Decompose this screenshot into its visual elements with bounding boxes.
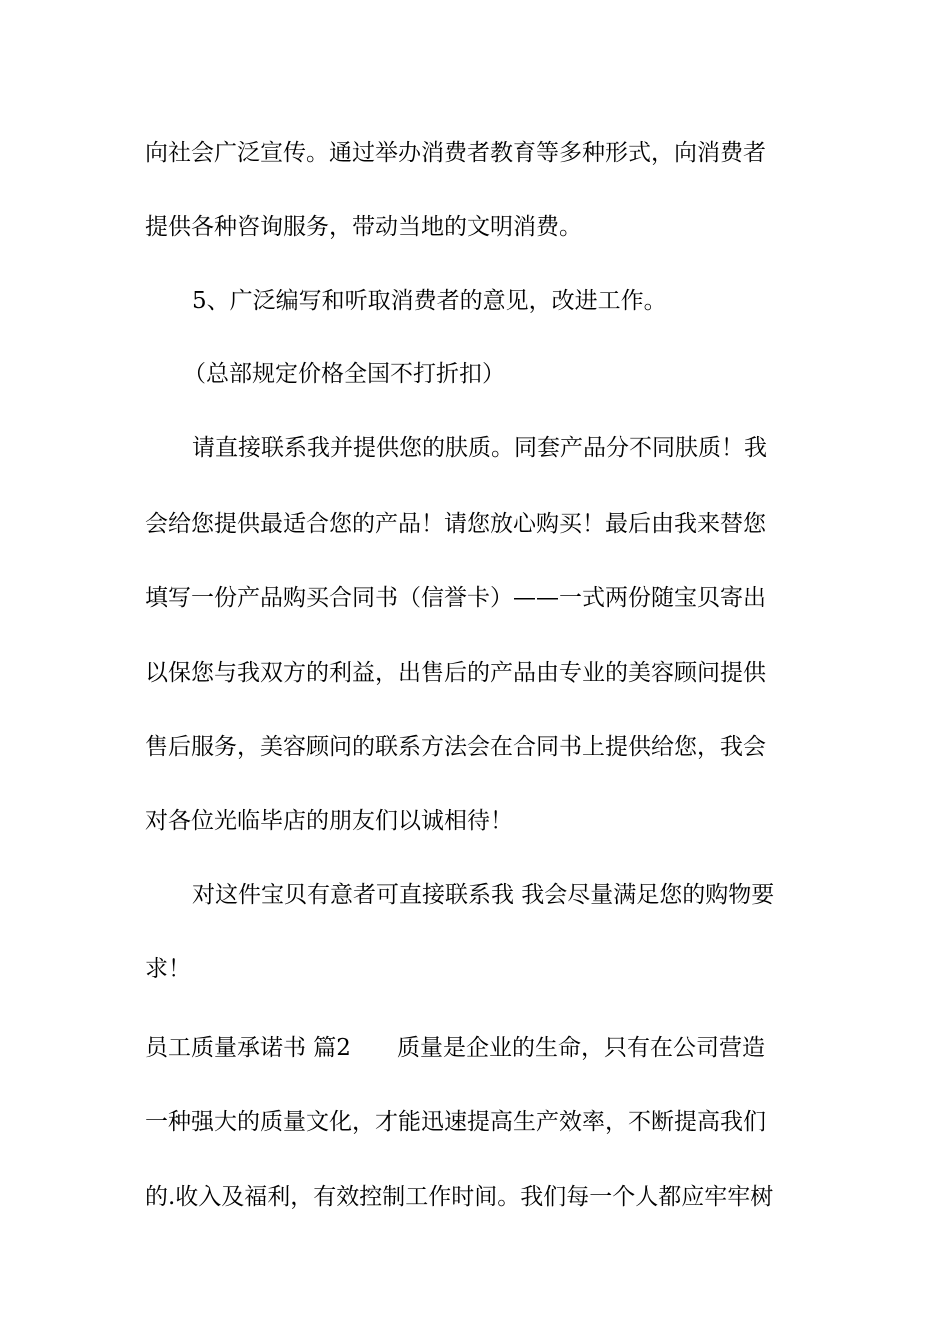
text-line-6: 会给您提供最适合您的产品！请您放心购买！最后由我来替您	[145, 511, 766, 537]
text-line-10: 对各位光临毕店的朋友们以诚相待！	[145, 808, 513, 834]
text-line-14: 一种强大的质量文化，才能迅速提高生产效率，不断提高我们	[145, 1109, 766, 1135]
text-line-15: 的.收入及福利，有效控制工作时间。我们每一个人都应牢牢树	[145, 1184, 774, 1210]
text-line-12: 求！	[145, 956, 191, 982]
text-line-1: 向社会广泛宣传。通过举办消费者教育等多种形式，向消费者	[145, 140, 766, 166]
text-line-9: 售后服务，美容顾问的联系方法会在合同书上提供给您，我会	[145, 734, 766, 760]
text-line-5: 请直接联系我并提供您的肤质。同套产品分不同肤质！我	[192, 435, 767, 461]
text-line-11: 对这件宝贝有意者可直接联系我 我会尽量满足您的购物要	[192, 882, 775, 908]
text-line-3: 5、广泛编写和听取消费者的意见，改进工作。	[192, 288, 667, 314]
text-line-2: 提供各种咨询服务，带动当地的文明消费。	[145, 214, 582, 240]
text-line-13: 员工质量承诺书 篇2 质量是企业的生命，只有在公司营造	[145, 1035, 765, 1061]
text-line-7: 填写一份产品购买合同书（信誉卡）——一式两份随宝贝寄出	[145, 585, 766, 611]
text-line-8: 以保您与我双方的利益，出售后的产品由专业的美容顾问提供	[145, 660, 766, 686]
text-line-4: （总部规定价格全国不打折扣）	[183, 361, 505, 387]
